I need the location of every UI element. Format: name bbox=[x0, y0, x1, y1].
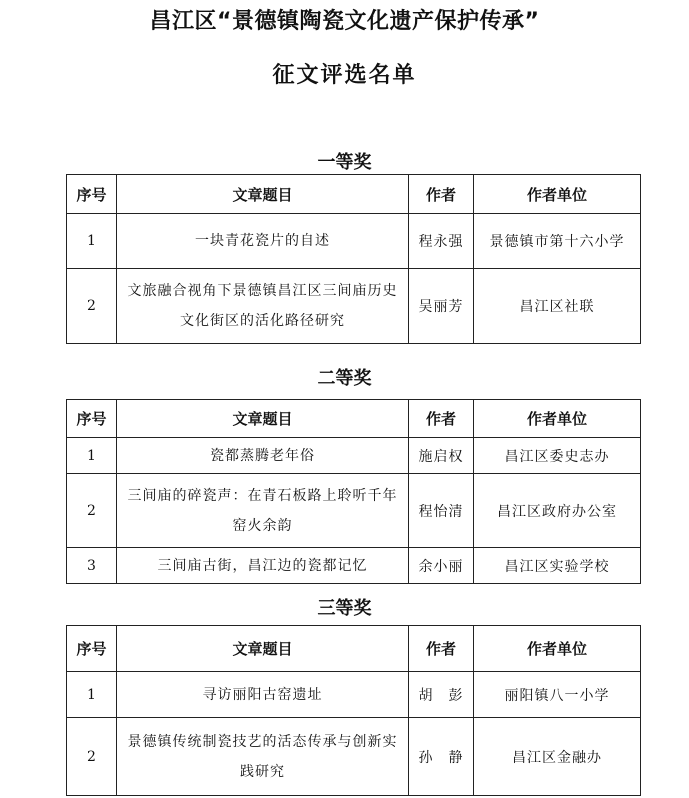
cell-author: 程怡清 bbox=[409, 474, 474, 548]
table-row bbox=[67, 718, 641, 796]
table-row bbox=[67, 672, 641, 718]
table-row bbox=[67, 214, 641, 269]
cell-author-unit: 丽阳镇八一小学 bbox=[474, 672, 641, 718]
cell-article-title: 瓷都蒸腾老年俗 bbox=[117, 438, 409, 474]
cell-article-title: 三间庙的碎瓷声：在青石板路上聆听千年窑火余韵 bbox=[117, 474, 409, 548]
table-header-row bbox=[67, 626, 641, 672]
cell-author: 胡 彭 bbox=[409, 672, 474, 718]
cell-author: 吴丽芳 bbox=[409, 269, 474, 344]
first-prize-table bbox=[66, 174, 641, 344]
header-author: 作者 bbox=[409, 175, 474, 214]
cell-author: 程永强 bbox=[409, 214, 474, 269]
cell-index: 2 bbox=[67, 718, 117, 796]
cell-author: 施启权 bbox=[409, 438, 474, 474]
cell-author-unit: 景德镇市第十六小学 bbox=[474, 214, 641, 269]
cell-index: 2 bbox=[67, 474, 117, 548]
cell-article-title: 文旅融合视角下景德镇昌江区三间庙历史文化街区的活化路径研究 bbox=[117, 269, 409, 344]
cell-article-title: 三间庙古街，昌江边的瓷都记忆 bbox=[117, 548, 409, 584]
section-heading-first-prize: 一等奖 bbox=[317, 152, 372, 173]
cell-author-unit: 昌江区金融办 bbox=[474, 718, 641, 796]
cell-author: 余小丽 bbox=[409, 548, 474, 584]
table-row bbox=[67, 474, 641, 548]
table-header-row bbox=[67, 400, 641, 438]
cell-article-title: 景德镇传统制瓷技艺的活态传承与创新实践研究 bbox=[117, 718, 409, 796]
table-row bbox=[67, 438, 641, 474]
header-index: 序号 bbox=[67, 175, 117, 214]
header-author-unit: 作者单位 bbox=[474, 400, 641, 438]
section-heading-third-prize: 三等奖 bbox=[317, 598, 372, 619]
third-prize-table bbox=[66, 625, 641, 796]
header-article-title: 文章题目 bbox=[117, 400, 409, 438]
cell-article-title: 寻访丽阳古窑遗址 bbox=[117, 672, 409, 718]
cell-index: 1 bbox=[67, 214, 117, 269]
header-author-unit: 作者单位 bbox=[474, 175, 641, 214]
header-article-title: 文章题目 bbox=[117, 626, 409, 672]
table-header-row bbox=[67, 175, 641, 214]
cell-author-unit: 昌江区实验学校 bbox=[474, 548, 641, 584]
cell-article-title: 一块青花瓷片的自述 bbox=[117, 214, 409, 269]
header-author-unit: 作者单位 bbox=[474, 626, 641, 672]
cell-author-unit: 昌江区政府办公室 bbox=[474, 474, 641, 548]
cell-index: 3 bbox=[67, 548, 117, 584]
section-heading-second-prize: 二等奖 bbox=[317, 368, 372, 389]
cell-author-unit: 昌江区委史志办 bbox=[474, 438, 641, 474]
table-row bbox=[67, 548, 641, 584]
second-prize-table bbox=[66, 399, 641, 584]
document-title: 昌江区“景德镇陶瓷文化遗产保护传承” bbox=[149, 9, 540, 34]
header-author: 作者 bbox=[409, 400, 474, 438]
header-article-title: 文章题目 bbox=[117, 175, 409, 214]
cell-index: 1 bbox=[67, 438, 117, 474]
header-author: 作者 bbox=[409, 626, 474, 672]
header-index: 序号 bbox=[67, 626, 117, 672]
document-subtitle: 征文评选名单 bbox=[272, 63, 417, 88]
header-index: 序号 bbox=[67, 400, 117, 438]
cell-index: 2 bbox=[67, 269, 117, 344]
cell-index: 1 bbox=[67, 672, 117, 718]
cell-author: 孙 静 bbox=[409, 718, 474, 796]
table-row bbox=[67, 269, 641, 344]
cell-author-unit: 昌江区社联 bbox=[474, 269, 641, 344]
